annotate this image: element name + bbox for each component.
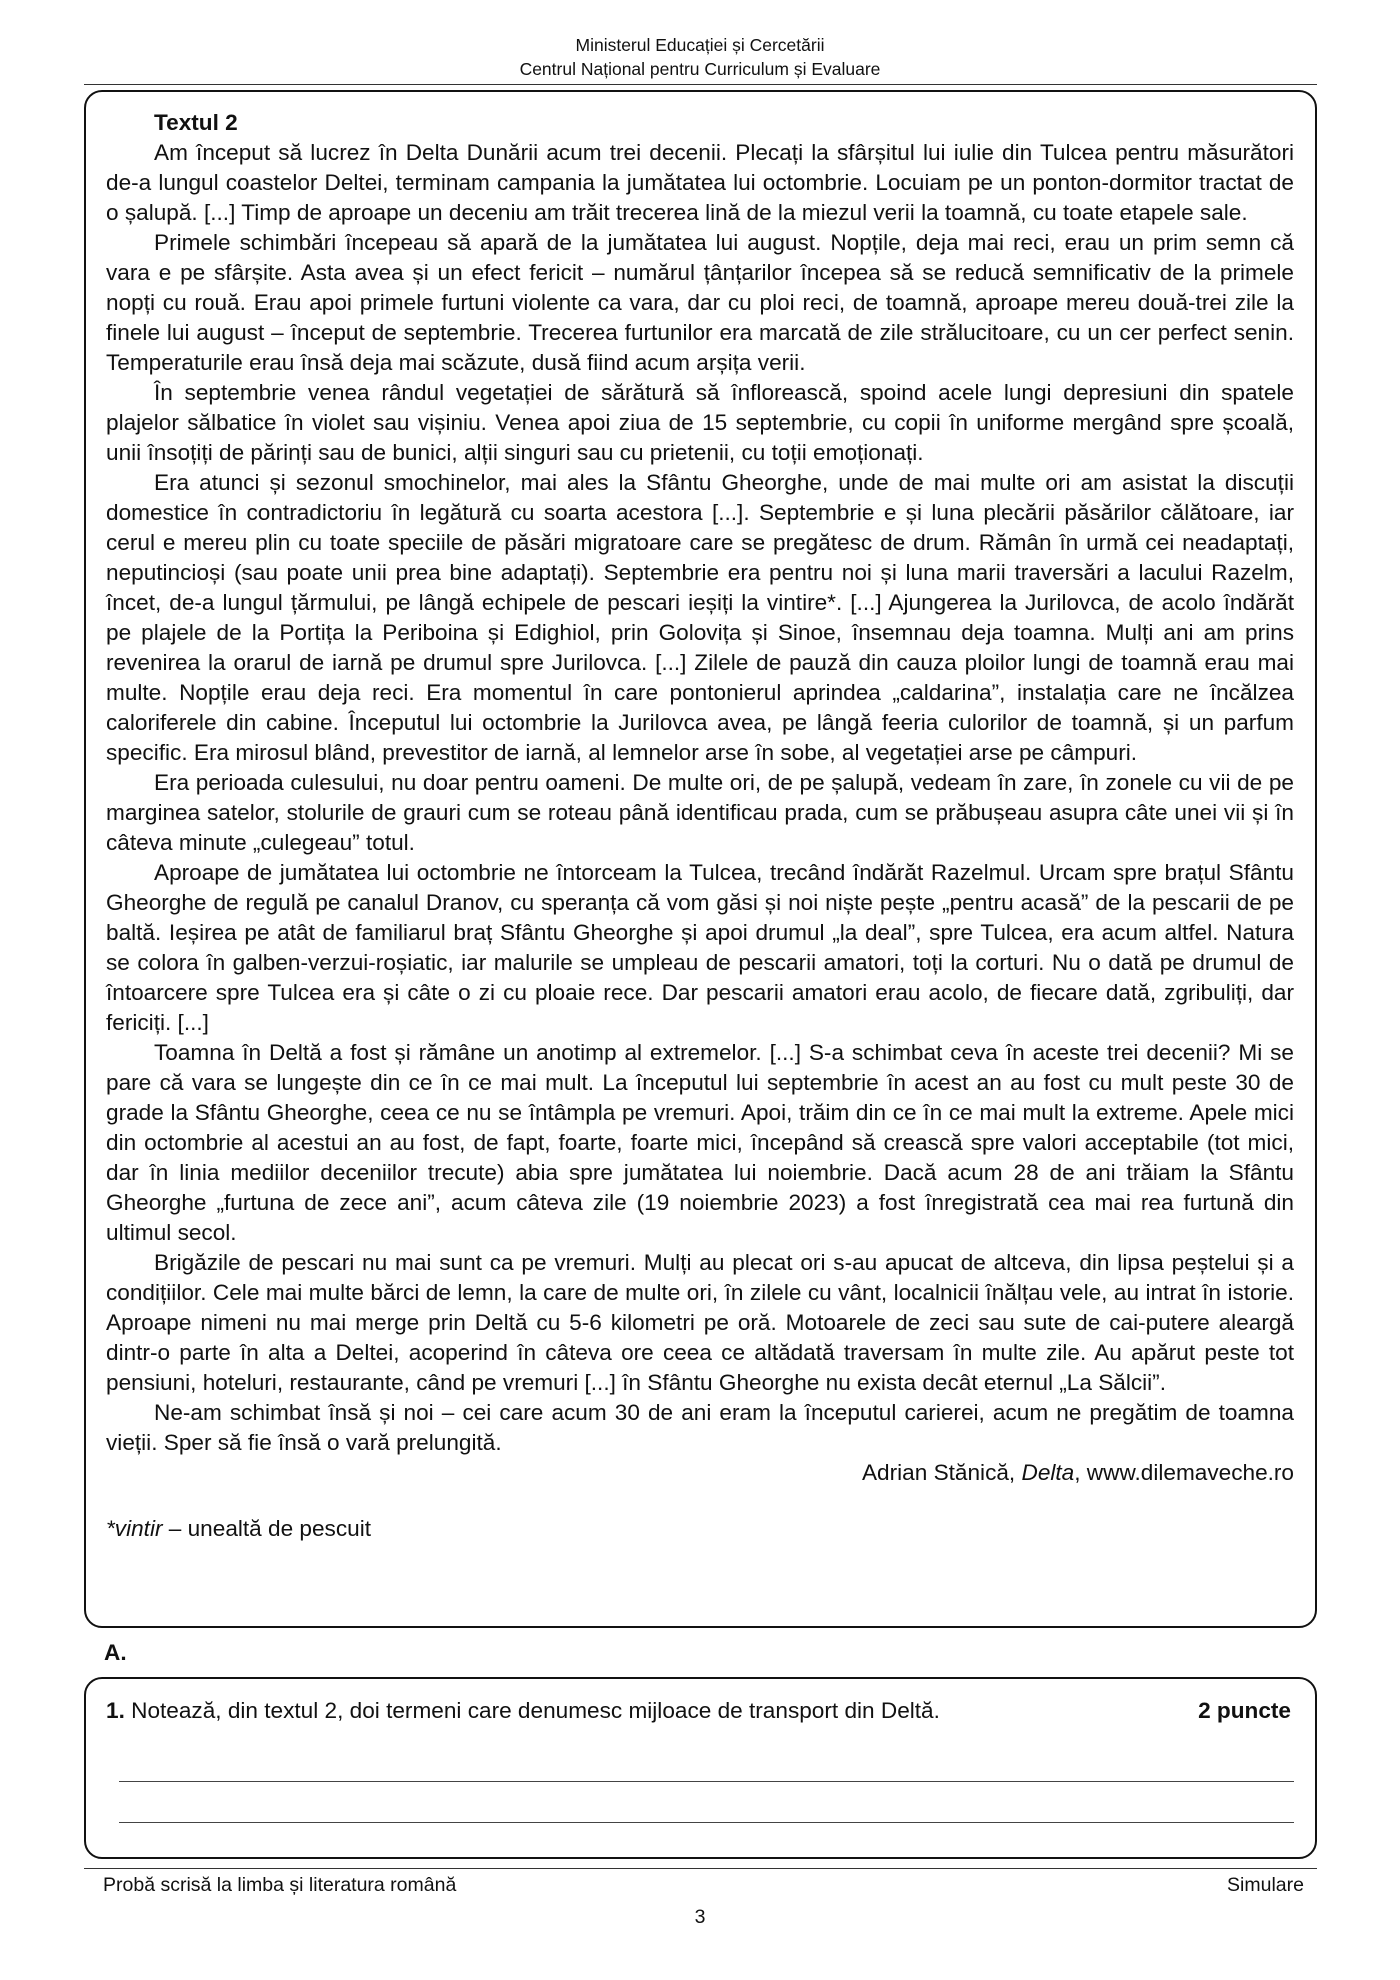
section-label: A. xyxy=(104,1640,127,1665)
question-number: 1. xyxy=(106,1698,125,1723)
text-paragraph: Era atunci și sezonul smochinelor, mai ales la Sfântu Gheorghe, unde de mai multe ori am asistat la discuții domestice în contradictoriu în legătură cu soarta acestora [...]. Septembrie e și luna plecării păsărilor călătoare, iar cerul e mereu plin cu toate speciile de păsări migratoare care se pregătesc de drum. Rămân în urmă cei neadaptați, neputincioși (sau poate unii prea bine adaptați). Septembrie era pentru noi și luna marii traversări a lacului Razelm, încet, de-a lungul țărmului, pe lângă echipele de pescari ieșiți la vintire*. [...] Ajungerea la Jurilovca, de acolo îndărăt pe plajele de la Portița la Periboina și Edighiol, prin Golovița și Sinoe, însemnau deja toamna. Mulți ani am prins revenirea la orarul de iarnă pe drumul spre Jurilovca. [...] Zilele de pauză din cauza ploilor lungi de toamnă erau mai multe. Nopțile erau deja reci. Era momentul în care pontonierul aprindea „caldarina”, instalația care ne încălzea caloriferele din cabine. Începutul lui octombrie la Jurilovca avea, pe lângă feeria culorilor de toamnă, și un parfum specific. Era mirosul blând, prevestitor de iarnă, al lemnelor arse în sobe, al vegetației arse pe câmpuri. xyxy=(106,470,1294,765)
signature-work: Delta xyxy=(1021,1460,1075,1485)
text-paragraph: Brigăzile de pescari nu mai sunt ca pe vremuri. Mulți au plecat ori s-au apucat de altceva, din lipsa peștelui și a condițiilor. Cele mai multe bărci de lemn, la care de multe ori, în zilele cu vânt, localnicii înălțau vele, au intrat în istorie. Aproape nimeni nu mai merge prin Deltă cu 5-6 kilometri pe oră. Motoarele de zeci sau sute de cai-putere aleargă dintr-o parte în alta a Deltei, acoperind în câteva ore ceea ce altădată traversam în multe zile. Au apărut peste tot pensiuni, hoteluri, restaurante, când pe vremuri [...] în Sfântu Gheorghe nu exista decât eternul „La Sălcii”. xyxy=(106,1250,1294,1395)
text-paragraph: Primele schimbări începeau să apară de la jumătatea lui august. Nopțile, deja mai reci, erau un prim semn că vara e pe sfârșite. Asta avea și un efect fericit – numărul țânțarilor începea să se reducă semnificativ de la primele nopți cu rouă. Erau apoi primele furtuni violente ca vara, dar cu ploi reci, de toamnă, aproape mereu două-trei zile la finele lui august – început de septembrie. Trecerea furtunilor era marcată de zile strălucitoare, cu un cer perfect senin. Temperaturile erau însă deja mai scăzute, dusă fiind acum arșița verii. xyxy=(106,230,1294,375)
question-box xyxy=(84,1677,1317,1859)
text-paragraph: În septembrie venea rândul vegetației de sărătură să înflorească, spoind acele lungi depresiuni din spatele plajelor sălbatice în violet sau vișiniu. Venea apoi ziua de 15 septembrie, cu copii în uniforme mergând spre școală, unii însoțiți de părinți sau de bunici, alții singuri sau cu prietenii, cu toții emoționați. xyxy=(106,380,1294,465)
page-header xyxy=(0,33,1400,81)
footnote-term: *vintir xyxy=(106,1516,163,1541)
signature-source: , www.dilemaveche.ro xyxy=(1074,1460,1294,1485)
page-number: 3 xyxy=(694,1906,706,1928)
text-paragraph: Ne-am schimbat însă și noi – cei care acum 30 de ani eram la începutul carierei, acum ne pregătim de toamna vieții. Sper să fie însă o vară prelungită. xyxy=(106,1400,1294,1455)
footer-divider xyxy=(84,1868,1317,1869)
footnote xyxy=(106,1514,1294,1544)
footnote-definition: – unealtă de pescuit xyxy=(162,1516,372,1541)
answer-line[interactable] xyxy=(119,1822,1294,1823)
ministry-name: Ministerul Educației și Cercetării xyxy=(575,35,825,55)
text-title: Textul 2 xyxy=(154,110,238,135)
text-paragraph: Era perioada culesului, nu doar pentru oameni. De multe ori, de pe șalupă, vedeam în zare, în zonele cu vii de pe marginea satelor, stolurile de grauri cum se roteau până identificau prada, cum se prăbușeau asupra câte unei vii și în câteva minute „culegeau” totul. xyxy=(106,770,1294,855)
question-points: 2 puncte xyxy=(1198,1698,1291,1723)
header-divider xyxy=(84,84,1317,85)
question-row xyxy=(106,1696,1291,1726)
text-paragraph: Aproape de jumătatea lui octombrie ne întorceam la Tulcea, trecând îndărăt Razelmul. Urcam spre brațul Sfântu Gheorghe de regulă pe canalul Dranov, cu speranța că vom găsi și noi niște pește „pentru acasă” de la pescarii de pe baltă. Ieșirea pe atât de familiarul braț Sfântu Gheorghe și apoi drumul „la deal”, spre Tulcea, era acum altfel. Natura se colora în galben-verzui-roșiatic, iar malurile se umpleau de pescarii amatori, toți la corturi. Nu o dată pe drumul de întoarcere spre Tulcea era și câte o zi cu ploaie rece. Dar pescarii amatori erau acolo, de fiecare dată, zgribuliți, dar fericiți. [...] xyxy=(106,860,1294,1035)
text-paragraph: Am început să lucrez în Delta Dunării acum trei decenii. Plecați la sfârșitul lui iulie din Tulcea pentru măsurători de-a lungul coastelor Deltei, terminam campania la jumătatea lui octombrie. Locuiam pe un ponton-dormitor tractat de o șalupă. [...] Timp de aproape un deceniu am trăit trecerea lină de la miezul verii la toamnă, cu toate etapele sale. xyxy=(106,140,1294,225)
exam-name: Probă scrisă la limba și literatura română xyxy=(103,1874,457,1896)
reading-text-box xyxy=(84,90,1317,1628)
signature-author: Adrian Stănică, xyxy=(861,1460,1022,1485)
answer-line[interactable] xyxy=(119,1781,1294,1782)
text-signature xyxy=(106,1458,1294,1488)
question-text: Notează, din textul 2, doi termeni care denumesc mijloace de transport din Deltă. xyxy=(131,1698,940,1723)
text-paragraph: Toamna în Deltă a fost și rămâne un anotimp al extremelor. [...] S-a schimbat ceva în aceste trei decenii? Mi se pare că vara se lungește din ce în ce mai mult. La începutul lui septembrie în acest an au fost cu mult peste 30 de grade la Sfântu Gheorghe, ceea ce nu se întâmpla pe vremuri. Apoi, trăim din ce în ce mai mult la extreme. Apele mici din octombrie al acestui an au fost, de fapt, foarte, foarte mici, începând să crească spre valori acceptabile (tot mici, dar în linia mediilor deceniilor trecute) abia spre jumătatea lui noiembrie. Dacă acum 28 de ani trăiam la Sfântu Gheorghe „furtuna de zece ani”, acum câteva zile (19 noiembrie 2023) a fost înregistrată cea mai rea furtună din ultimul secol. xyxy=(106,1040,1294,1245)
center-name: Centrul Național pentru Curriculum și Evaluare xyxy=(519,59,881,79)
exam-type: Simulare xyxy=(1227,1874,1304,1896)
